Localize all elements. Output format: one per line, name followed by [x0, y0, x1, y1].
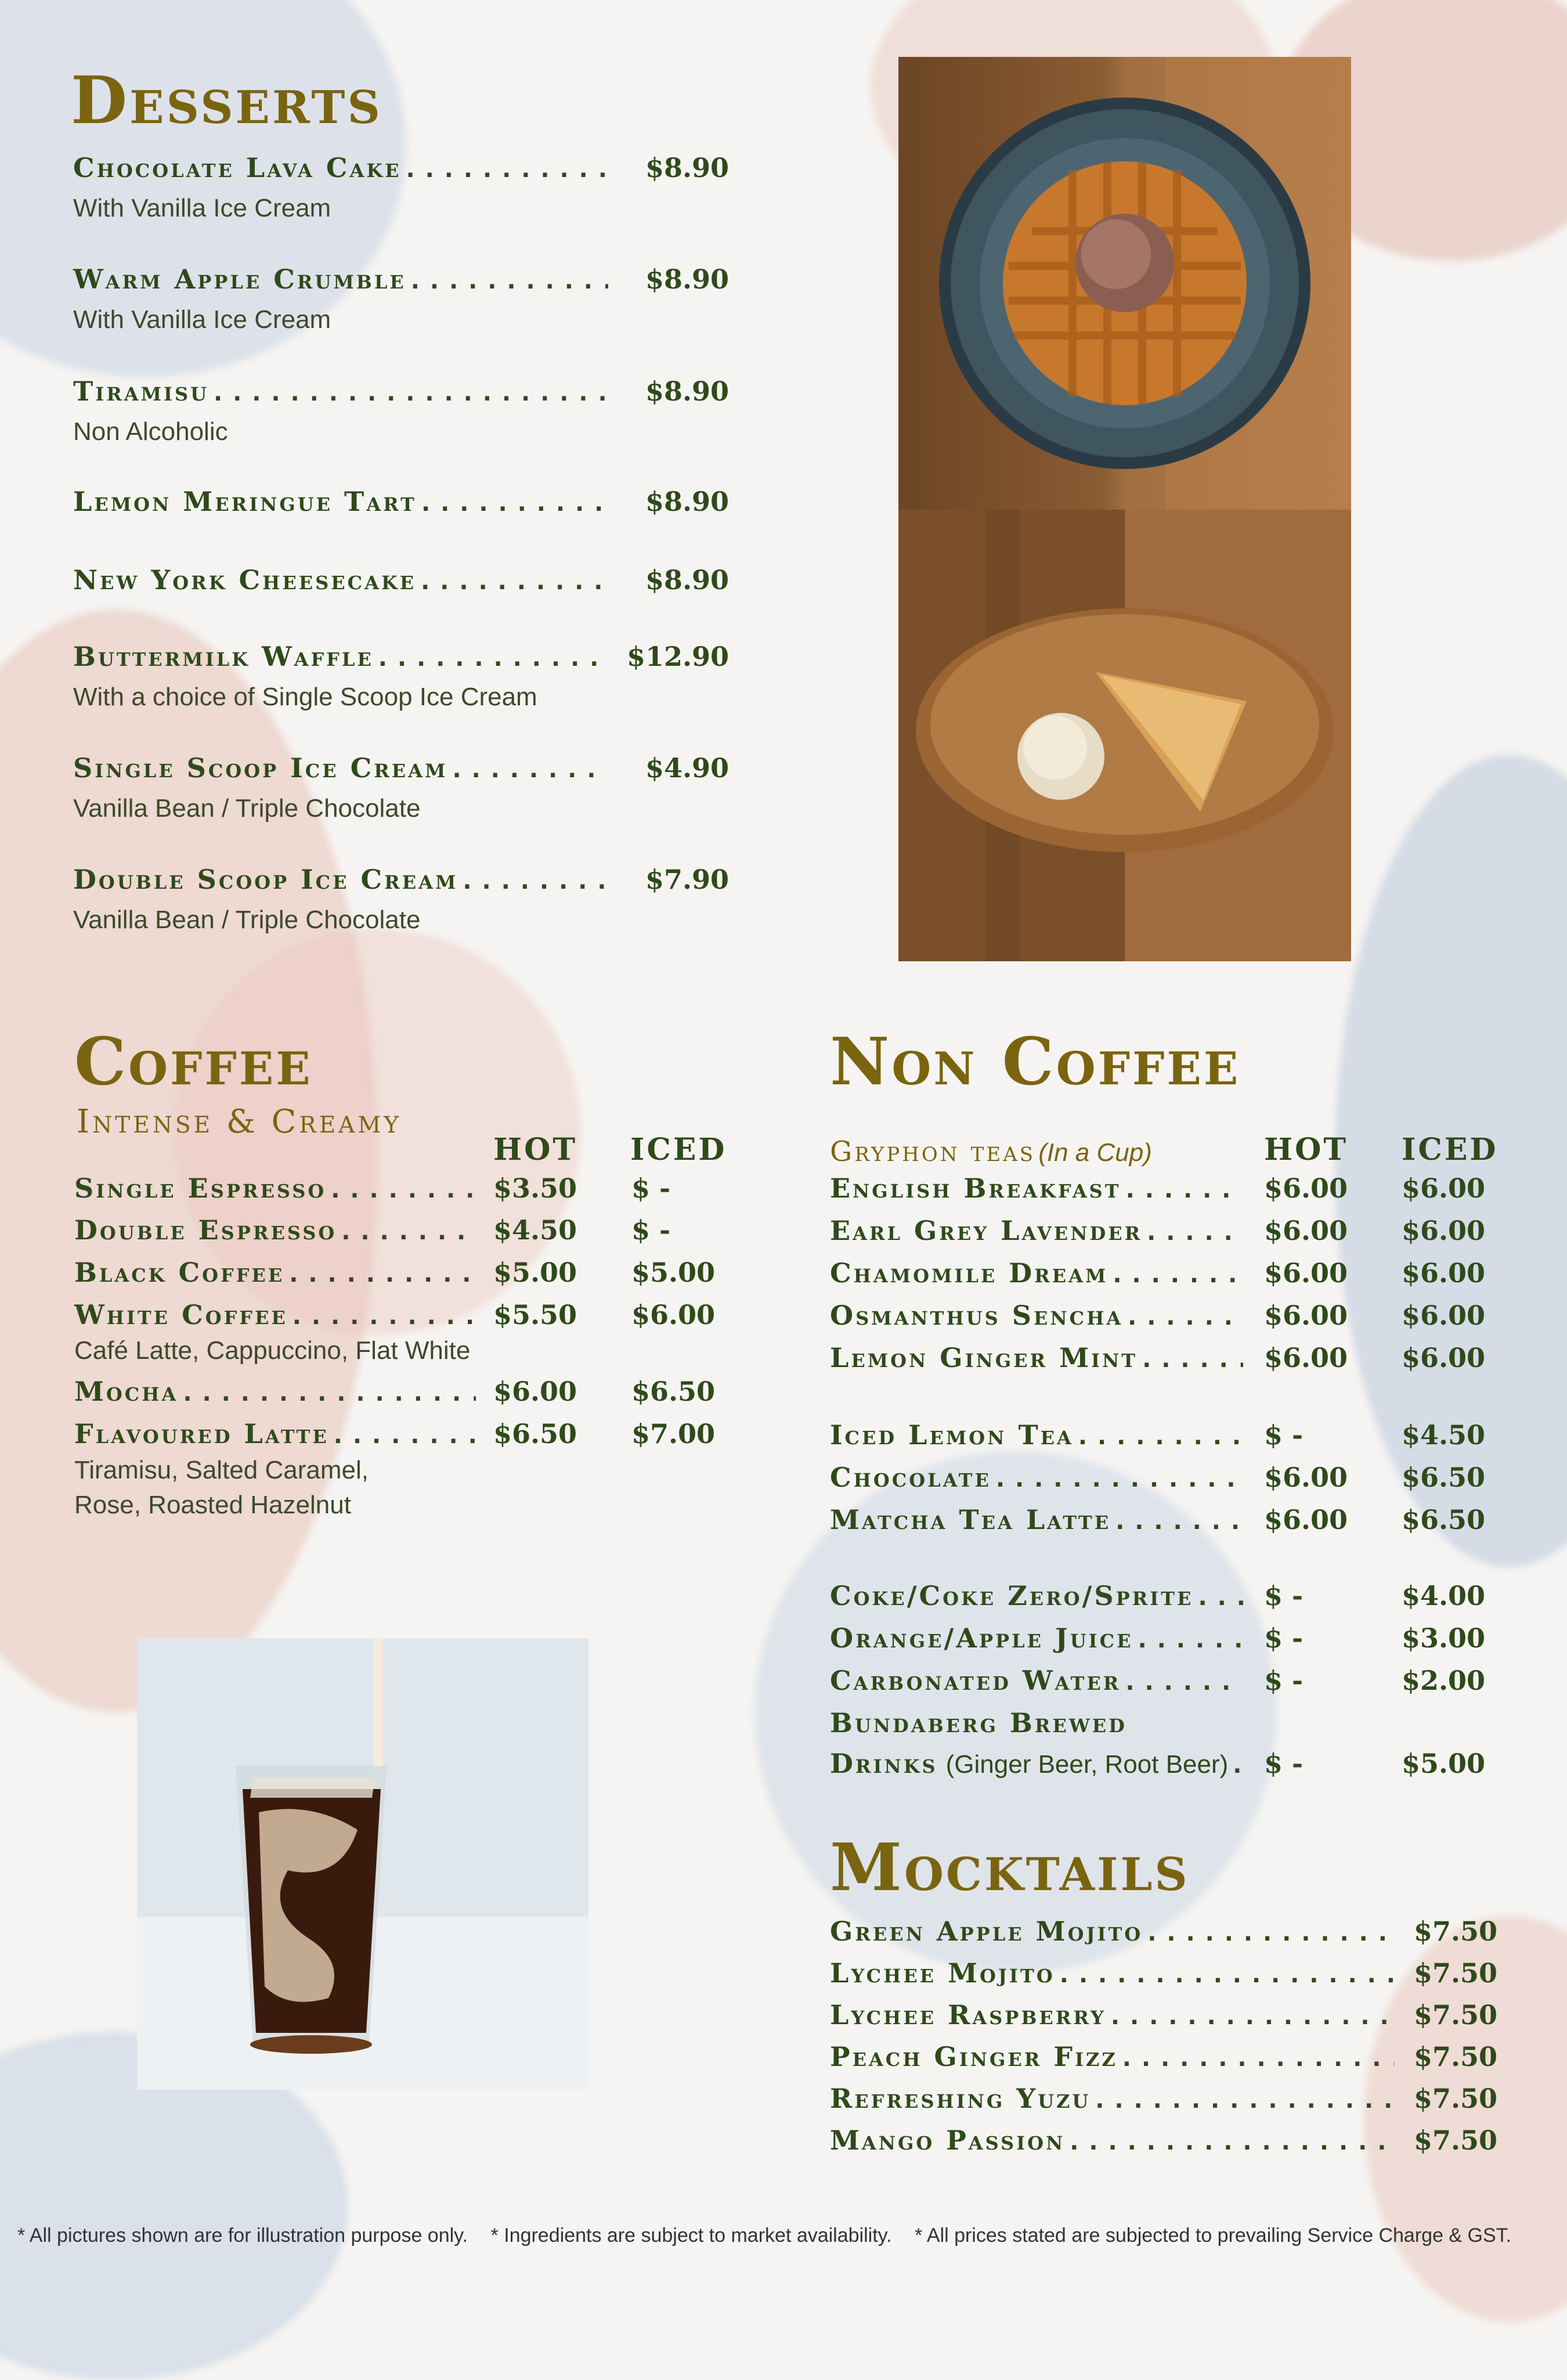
dot-leader	[1142, 1346, 1243, 1373]
item-name: Buttermilk Waffle	[73, 641, 374, 672]
dot-leader	[1115, 1508, 1243, 1535]
dot-leader	[334, 1422, 476, 1449]
item-name: Single Scoop Ice Cream	[73, 752, 448, 784]
footer-disclaimer	[17, 2224, 1550, 2247]
dot-leader	[421, 568, 608, 595]
list-item	[73, 641, 729, 712]
list-item	[73, 564, 729, 605]
item-price: $7.90	[645, 864, 729, 895]
iced-price: $5.00	[631, 1257, 716, 1288]
item-name: Earl Grey Lavender	[830, 1215, 1143, 1246]
list-item	[830, 2041, 1497, 2082]
item-name: English Breakfast	[830, 1173, 1121, 1204]
iced-coffee-photo	[137, 1638, 588, 2090]
item-name: Lemon Ginger Mint	[830, 1342, 1138, 1373]
table-row	[830, 1257, 1526, 1298]
item-name: Single Espresso	[74, 1173, 327, 1204]
item-name: Coke/Coke Zero/Sprite	[830, 1580, 1194, 1611]
item-name: Tiramisu	[73, 376, 210, 407]
dot-leader	[289, 1261, 476, 1288]
item-price: $7.50	[1413, 2125, 1497, 2156]
dot-leader	[214, 380, 608, 406]
hot-price: $5.00	[493, 1257, 577, 1288]
table-row	[830, 1342, 1526, 1383]
item-price: $8.90	[645, 152, 729, 183]
item-name: Green Apple Mojito	[830, 1916, 1143, 1947]
table-row	[830, 1462, 1526, 1502]
item-description: Vanilla Bean / Triple Chocolate	[73, 794, 421, 823]
dot-leader	[463, 868, 608, 895]
hot-price: $ -	[1264, 1580, 1304, 1611]
item-description: With a choice of Single Scoop Ice Cream	[73, 683, 537, 711]
hot-price: $6.00	[1264, 1342, 1348, 1373]
hot-price: $5.50	[493, 1299, 577, 1330]
dot-leader	[1138, 1627, 1243, 1653]
item-name: Iced Lemon Tea	[830, 1419, 1074, 1451]
hot-price: $6.00	[1264, 1504, 1348, 1535]
iced-price: $3.00	[1402, 1622, 1486, 1654]
list-item	[830, 1957, 1497, 1998]
item-name: Flavoured Latte	[74, 1418, 329, 1449]
hot-price: $6.50	[493, 1418, 577, 1449]
dot-leader	[1126, 1177, 1243, 1203]
item-name: Bundaberg Brewed	[830, 1707, 1127, 1739]
hot-price: $ -	[1264, 1419, 1304, 1451]
dot-leader	[293, 1303, 476, 1330]
item-price: $12.90	[626, 641, 729, 672]
item-price: $7.50	[1413, 1916, 1497, 1947]
item-price: $7.50	[1413, 1957, 1497, 1989]
table-row	[830, 1748, 1526, 1788]
list-item	[73, 152, 729, 223]
dot-leader	[1198, 1584, 1243, 1611]
non-coffee-iced-header: ICED	[1402, 1132, 1499, 1167]
iced-price: $4.50	[1402, 1419, 1486, 1451]
item-name: White Coffee	[74, 1299, 288, 1330]
item-name: Carbonated Water	[830, 1665, 1121, 1696]
iced-price: $6.00	[1402, 1342, 1486, 1373]
dot-leader	[1128, 1304, 1243, 1330]
iced-price: $6.00	[1402, 1173, 1486, 1204]
iced-price: $6.00	[631, 1299, 716, 1330]
iced-price: $ -	[631, 1173, 671, 1204]
dot-leader	[1147, 1219, 1243, 1246]
dot-leader	[1111, 2003, 1394, 2030]
item-note: (Ginger Beer, Root Beer)	[945, 1750, 1229, 1779]
table-row	[830, 1215, 1526, 1256]
footer-note: * All pictures shown are for illustration purpose only.	[17, 2224, 468, 2246]
hot-price: $6.00	[1264, 1462, 1348, 1493]
table-row	[830, 1504, 1526, 1545]
coffee-iced-header: ICED	[630, 1132, 727, 1167]
iced-price: $2.00	[1402, 1665, 1486, 1696]
dot-leader	[406, 156, 608, 183]
dot-leader	[1113, 1261, 1243, 1288]
list-item	[830, 1916, 1497, 1956]
item-name: Mango Passion	[830, 2125, 1066, 2156]
item-description: With Vanilla Ice Cream	[73, 194, 331, 222]
item-name: Osmanthus Sencha	[830, 1300, 1124, 1331]
tea-group-label: Gryphon teas	[830, 1135, 1036, 1168]
item-description: Non Alcoholic	[73, 417, 228, 446]
table-row	[74, 1376, 736, 1416]
item-description: Tiramisu, Salted Caramel,	[74, 1456, 369, 1484]
table-row	[74, 1299, 736, 1340]
item-name: Mocha	[74, 1376, 179, 1407]
dot-leader	[341, 1218, 476, 1245]
iced-price: $4.00	[1402, 1580, 1486, 1611]
item-name: Black Coffee	[74, 1257, 285, 1288]
list-item	[830, 1999, 1497, 2040]
hot-price: $6.00	[493, 1376, 577, 1407]
item-price: $8.90	[645, 486, 729, 517]
table-row	[74, 1214, 736, 1255]
dot-leader	[996, 1466, 1243, 1492]
dot-leader	[331, 1177, 476, 1203]
item-price: $7.50	[1413, 1999, 1497, 2031]
dot-leader	[1060, 1961, 1394, 1988]
iced-price: $6.50	[1402, 1462, 1486, 1493]
item-name: Lemon Meringue Tart	[73, 486, 417, 517]
list-item	[73, 264, 729, 334]
item-name: Double Scoop Ice Cream	[73, 864, 458, 895]
hot-price: $4.50	[493, 1214, 577, 1246]
apple-crumble-photo	[898, 510, 1351, 961]
item-description: With Vanilla Ice Cream	[73, 305, 331, 334]
desserts-title: Desserts	[71, 63, 382, 139]
hot-price: $6.00	[1264, 1173, 1348, 1204]
item-name: Orange/Apple Juice	[830, 1622, 1133, 1654]
tea-group-note: (In a Cup)	[1038, 1138, 1152, 1167]
tea-group-header	[830, 1135, 1152, 1168]
table-row	[830, 1707, 1526, 1748]
dot-leader	[421, 490, 608, 517]
item-name: Double Espresso	[74, 1214, 337, 1246]
item-price: $8.90	[645, 376, 729, 407]
hot-price: $ -	[1264, 1665, 1304, 1696]
table-row	[830, 1419, 1526, 1460]
iced-price: $6.50	[1402, 1504, 1486, 1535]
item-name: Lychee Raspberry	[830, 1999, 1106, 2031]
iced-price: $6.50	[631, 1376, 716, 1407]
item-name: Chocolate Lava Cake	[73, 152, 402, 183]
item-name: New York Cheesecake	[73, 564, 417, 596]
hot-price: $ -	[1264, 1622, 1304, 1654]
item-price: $8.90	[645, 564, 729, 596]
dot-leader	[1125, 1669, 1243, 1696]
dot-leader	[1095, 2087, 1394, 2114]
hot-price: $6.00	[1264, 1215, 1348, 1246]
item-name: Lychee Mojito	[830, 1957, 1055, 1989]
table-row	[830, 1665, 1526, 1705]
dot-leader	[183, 1380, 476, 1407]
hot-price: $6.00	[1264, 1300, 1348, 1331]
dot-leader	[1147, 1920, 1394, 1946]
iced-price: $6.00	[1402, 1300, 1486, 1331]
list-item	[830, 2083, 1497, 2123]
item-price: $7.50	[1413, 2041, 1497, 2072]
table-row	[830, 1300, 1526, 1340]
dot-leader	[452, 756, 608, 783]
table-row	[830, 1622, 1526, 1663]
dot-leader	[411, 268, 608, 294]
non-coffee-hot-header: HOT	[1264, 1132, 1349, 1167]
table-row	[74, 1257, 736, 1297]
list-item	[73, 752, 729, 823]
list-item	[73, 376, 729, 446]
item-name: Refreshing Yuzu	[830, 2083, 1091, 2114]
coffee-hot-header: HOT	[493, 1132, 578, 1167]
footer-note: * All prices stated are subjected to prevailing Service Charge & GST.	[915, 2224, 1512, 2246]
hot-price: $ -	[1264, 1748, 1304, 1779]
dot-leader	[1078, 1423, 1243, 1450]
list-item	[73, 864, 729, 935]
list-item	[830, 2125, 1497, 2165]
iced-price: $ -	[631, 1214, 671, 1246]
list-item	[73, 486, 729, 527]
item-description: Café Latte, Cappuccino, Flat White	[74, 1336, 471, 1365]
item-price: $4.90	[645, 752, 729, 784]
item-name: Drinks	[830, 1748, 938, 1779]
waffle-photo	[898, 57, 1351, 510]
non-coffee-title: Non Coffee	[830, 1024, 1241, 1100]
dot-leader	[1122, 2045, 1394, 2072]
item-name: Matcha Tea Latte	[830, 1504, 1111, 1535]
table-row	[74, 1418, 736, 1459]
table-row	[74, 1173, 736, 1213]
hot-price: $6.00	[1264, 1257, 1348, 1289]
dot-leader	[1070, 2129, 1394, 2155]
hot-price: $3.50	[493, 1173, 577, 1204]
item-price: $7.50	[1413, 2083, 1497, 2114]
iced-price: $7.00	[631, 1418, 716, 1449]
iced-price: $6.00	[1402, 1215, 1486, 1246]
iced-price: $6.00	[1402, 1257, 1486, 1289]
iced-price: $5.00	[1402, 1748, 1486, 1779]
footer-note: * Ingredients are subject to market availability.	[490, 2224, 892, 2246]
dot-leader	[1233, 1752, 1243, 1779]
table-row	[830, 1580, 1526, 1621]
item-name: Warm Apple Crumble	[73, 264, 406, 295]
item-description: Rose, Roasted Hazelnut	[74, 1491, 351, 1519]
item-description: Vanilla Bean / Triple Chocolate	[73, 906, 421, 934]
mocktails-title: Mocktails	[830, 1830, 1190, 1906]
item-name: Chocolate	[830, 1462, 991, 1493]
item-name: Chamomile Dream	[830, 1257, 1109, 1289]
dot-leader	[378, 645, 608, 672]
item-name: Peach Ginger Fizz	[830, 2041, 1118, 2072]
table-row	[830, 1173, 1526, 1213]
coffee-subtitle: Intense & Creamy	[77, 1103, 402, 1141]
item-price: $8.90	[645, 264, 729, 295]
coffee-title: Coffee	[74, 1024, 313, 1100]
